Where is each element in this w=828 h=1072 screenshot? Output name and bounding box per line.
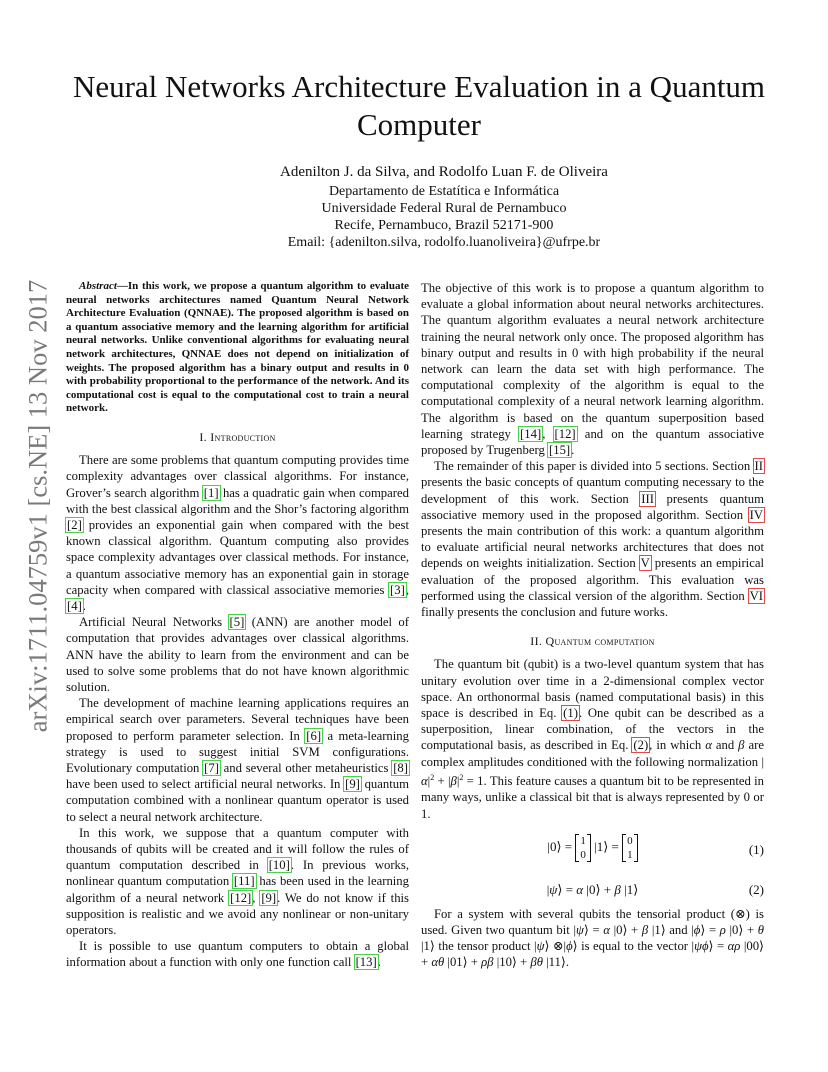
citation-link[interactable]: [14] [520,426,542,441]
paper-title: Neural Networks Architecture Evaluation in a Quantum Computer [72,69,766,142]
equation-1-number: (1) [748,841,764,857]
citation-link[interactable]: [7] [204,761,219,775]
equation-2-number: (2) [748,881,764,897]
author-email: Email: {adenilton.silva, rodolfo.luanoliveira}@ufrpe.br [287,235,601,250]
right-column [421,280,764,971]
citation-link[interactable]: [6] [306,728,322,743]
arxiv-stamp: arXiv:1711.04759v1 [cs.NE] 13 Nov 2017 [22,279,53,733]
section-link[interactable]: II [754,459,763,474]
vector-0: 1 0 [575,834,591,862]
citation-link[interactable]: [10] [268,858,290,873]
intro-paragraph-5: It is possible to use quantum computers to obtain a global information about a function with only one function call [13]. [66,939,409,970]
equation-1-body: |0⟩ = 1 0 |1⟩ = 0 1 [421,834,764,862]
qc-paragraph-1: The quantum bit (qubit) is a two-level quantum system that has unitary evolution over time in a 2-dimensional complex vector space. An orthonormal basis (named computational basis) in this space is described in Eq. (1). One qubit can be described as a superposition, linear combination, of the vectors in the computational basis, as described in Eq. (2), in which α and β are complex amplitudes conditioned with the following normalization $|\alpha|^2 + |\beta|^2 = 1$. This feature causes a quantum bit to be represented in many ways, unlike a classical bit that is always represented by 0 or 1. [421,657,764,821]
section-heading-introduction: I. Introduction [199,429,276,444]
section-link[interactable]: III [641,491,654,506]
intro-paragraph-4: In this work, we suppose that a quantum computer with thousands of qubits will be created and it will follow the rules of quantum computation described in [10]. In previous works, nonlinear quantum computation [11] has been used in the learning algorithm of a neural network [12], [9]. We do not know if this supposition is realistic and we avoid any nonlinear or non-unitary operators. [66,825,410,938]
section-link[interactable]: VI [749,588,763,603]
abstract [66,280,409,416]
citation-link[interactable]: [12] [554,426,576,441]
section-heading-quantum-computation: II. Quantum computation [530,634,655,649]
author-block [60,164,828,251]
section-link[interactable]: V [640,556,650,571]
citation-link[interactable]: [1] [203,485,219,500]
citation-link[interactable]: [4] [67,598,82,613]
left-column [66,280,409,971]
abstract-text: —In this work, we propose a quantum algorithm to evaluate neural networks architectures named Quantum Neural Network Architecture Evaluation (QNNAE). The proposed algorithm is based on a quantum associative memory and the learning algorithm for artificial neural networks. Unlike conventional algorithms for evaluating neural network architectures, QNNAE does not depend on initialization of weights. The proposed algorithm has a binary output and results in 0 with probability proportional to the performance of the network. And its computational cost is equal to the computational cost to train a neural network. [66,280,409,415]
citation-link[interactable]: [2] [67,517,82,532]
citation-link[interactable]: [15] [549,443,571,458]
citation-link[interactable]: [5] [229,615,245,630]
citation-link[interactable]: [9] [345,777,360,792]
intro-paragraph-7: The remainder of this paper is divided into 5 sections. Section II presents the basic concepts of quantum computing necessary to the development of this work. Section III presents quantum associative memory used in the proposed algorithm. Section IV presents the main contribution of this work: a quantum algorithm to evaluate artificial neural networks architectures that does not depends on weights initialization. Section V presents an empirical evaluation of the proposed algorithm. This evaluation was performed using the classical version of the algorithm. Section VI finally presents the conclusion and future works. [421,459,764,620]
abstract-label: Abstract [79,280,117,292]
affiliation-univ: Universidade Federal Rural de Pernambuco [321,201,567,216]
equation-link[interactable]: (2) [633,738,649,753]
citation-link[interactable]: [8] [393,761,408,775]
equation-1 [421,828,764,878]
author-names: Adenilton J. da Silva, and Rodolfo Luan F. de Oliveira [280,164,608,180]
vector-1: 0 1 [622,834,638,862]
citation-link[interactable]: [13] [355,955,377,970]
equation-2 [421,878,764,906]
section-link[interactable]: IV [749,507,763,522]
intro-paragraph-2: Artificial Neural Networks [5] (ANN) are another model of computation that provides advantages over classical algorithms. ANN have the ability to learn from the environment and can be used to solve some problems that do not have known algorithmic solution. [66,615,409,694]
citation-link[interactable]: [3] [390,582,405,597]
equation-link[interactable]: (1) [563,706,578,721]
qc-paragraph-2: For a system with several qubits the tensorial product (⊗) is used. Given two quantum bit |ψ⟩ = α |0⟩ + β |1⟩ and |ϕ⟩ = ρ |0⟩ + θ |1⟩ the tensor product |ψ⟩ ⊗|ϕ⟩ is equal to the vector |ψϕ⟩ = αρ |00⟩ + αθ |01⟩ + ρβ |10⟩ + βθ |11⟩. [421,906,765,970]
equation-2-body: |ψ⟩ = α |0⟩ + β |1⟩ [546,881,639,897]
intro-paragraph-1: There are some problems that quantum computing provides time complexity advantages over classical algorithms. For instance, Grover’s search algorithm [1] has a quadratic gain when compared with the best classical algorithm and the Shor’s factoring algorithm [2] provides an exponential gain when compared with the best known classical algorithm. Quantum computing also provides space complexity advantages over classical methods. For instance, a quantum associative memory has an exponential gain in storage capacity when compared with classical associative memories [3], [4]. [66,453,409,613]
affiliation-dept: Departamento de Estatítica e Informática [328,184,560,199]
affiliation-address: Recife, Pernambuco, Brazil 52171-900 [334,218,554,233]
citation-link[interactable]: [9] [261,890,277,905]
citation-link[interactable]: [11] [233,874,255,889]
citation-link[interactable]: [12] [230,890,252,905]
intro-paragraph-3: The development of machine learning applications requires an empirical search over parameters. Several techniques have been proposed to perform parameter selection. In [6] a meta-learning strategy is used to suggest initial SVM configurations. Evolutionary computation [7] and several other metaheuristics [8] have been used to select artificial neural networks. In [9] quantum computation combined with a nonlinear quantum operator is used to select a neural network architecture. [66,696,409,824]
intro-paragraph-6: The objective of this work is to propose a quantum algorithm to evaluate a global information about neural networks architectures. The quantum algorithm evaluates a neural network architecture training the neural network only once. The proposed algorithm has binary output and results in 0 with high probability if the neural network can learn the data set with high performance. The computational complexity of the algorithm is equal to the computational complexity of a neural network learning algorithm. The algorithm is based on the quantum superposition based learning strategy [14], [12] and on the quantum associative proposed by Trugenberg [15]. [421,281,764,458]
